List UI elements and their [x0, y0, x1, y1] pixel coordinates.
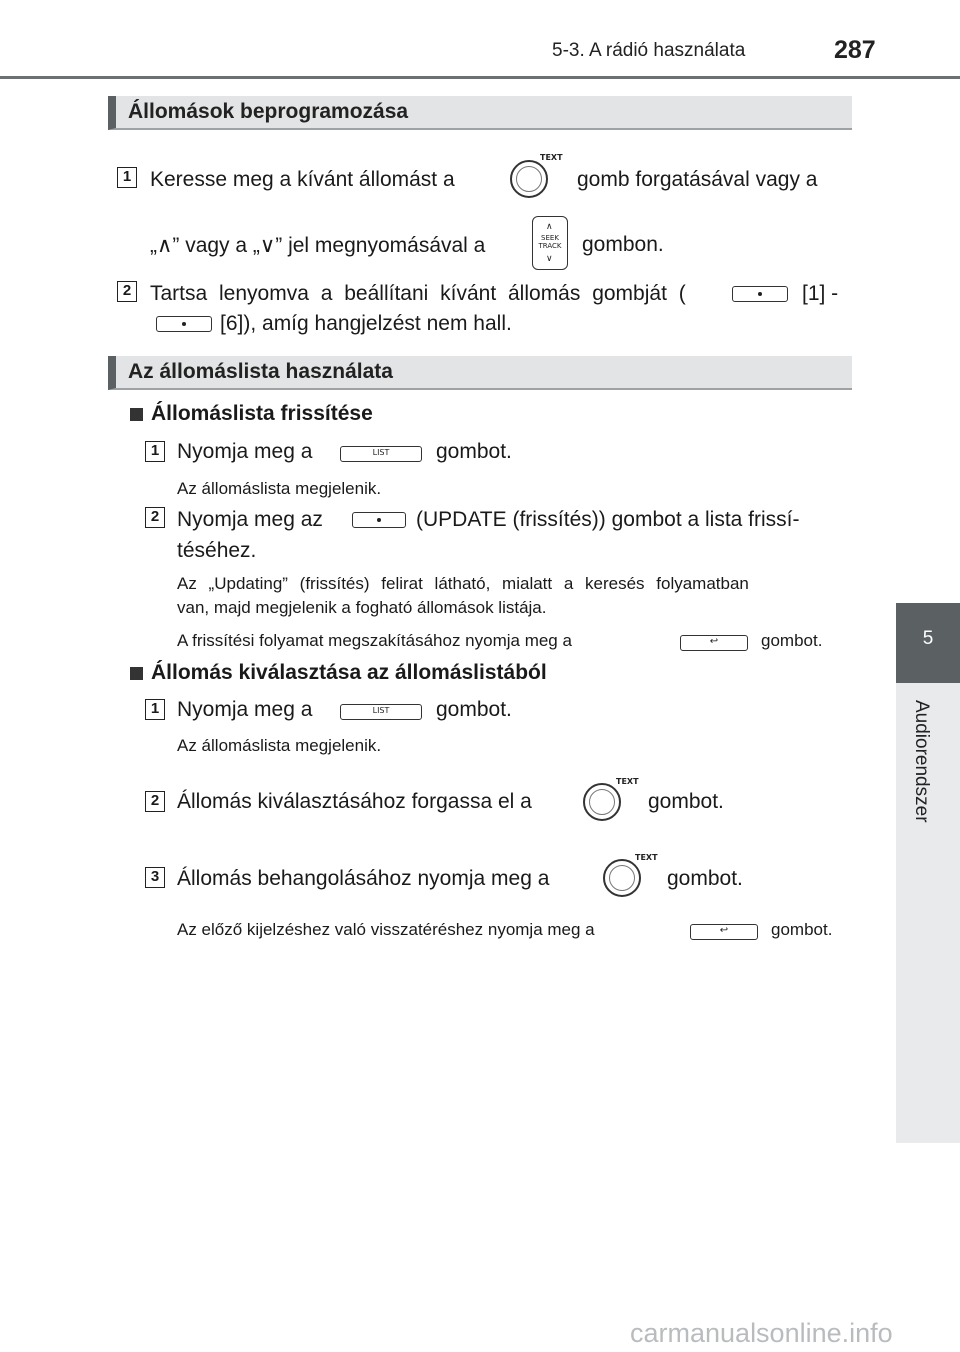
step-note: Az állomáslista megjelenik. — [177, 736, 382, 755]
step-note: Az állomáslista megjelenik. — [177, 479, 382, 498]
step-text: Állomás behangolásához nyomja meg a — [177, 867, 550, 890]
back-button-icon: ↩ — [680, 635, 748, 651]
step-text: Tartsa lenyomva a beállítani kívánt állomás gombját ( — [150, 282, 686, 305]
step-text: Nyomja meg a — [177, 698, 313, 721]
step-text: Állomás kiválasztásához forgassa el a — [177, 790, 532, 813]
step-note: gombot. — [761, 631, 823, 650]
seek-track-button-icon — [532, 216, 568, 270]
step-text: gombon. — [582, 233, 664, 256]
seek-label: SEEK — [541, 234, 559, 242]
header-rule — [0, 76, 960, 79]
step-text: gombot. — [667, 867, 743, 890]
step-text: [6]), amíg hangjelzést nem hall. — [220, 312, 512, 335]
step-badge: 2 — [145, 507, 165, 528]
step-text: gombot. — [436, 440, 512, 463]
tune-knob-icon — [603, 859, 641, 897]
step-text: Nyomja meg a — [177, 440, 313, 463]
knob-text-label: TEXT — [635, 853, 658, 862]
step-text: téséhez. — [177, 539, 257, 562]
step-text: gombot. — [436, 698, 512, 721]
bullet-square-icon — [130, 667, 143, 680]
tune-knob-icon — [583, 783, 621, 821]
step-note: gombot. — [771, 920, 833, 939]
knob-text-label: TEXT — [616, 777, 639, 786]
up-arrow-icon: ∧ — [546, 222, 553, 232]
step-note: Az előző kijelzéshez való visszatéréshez nyomja meg a — [177, 920, 595, 939]
step-badge: 2 — [117, 281, 137, 302]
track-label: TRACK — [538, 242, 562, 250]
step-badge: 1 — [117, 167, 137, 188]
chapter-number: 5 — [922, 628, 934, 649]
step-badge: 3 — [145, 867, 165, 888]
down-arrow-icon: ∨ — [546, 254, 553, 264]
step-badge: 2 — [145, 791, 165, 812]
step-note: A frissítési folyamat megszakításához nyomja meg a — [177, 631, 572, 650]
step-text: [1] - — [802, 282, 839, 305]
watermark: carmanualsonline.info — [630, 1318, 893, 1348]
step-badge: 1 — [145, 699, 165, 720]
subheading: Állomáslista frissítése — [151, 402, 373, 425]
knob-text-label: TEXT — [540, 153, 563, 162]
back-button-icon: ↩ — [690, 924, 758, 940]
bullet-square-icon — [130, 408, 143, 421]
step-text: Nyomja meg az — [177, 508, 323, 531]
step-text: gomb forgatásával vagy a — [577, 168, 818, 191]
section-heading-station-list — [108, 356, 852, 390]
section-heading-programming — [108, 96, 852, 130]
section-title: Állomások beprogramozása — [128, 100, 409, 123]
subheading: Állomás kiválasztása az állomáslistából — [151, 661, 547, 684]
step-text: gombot. — [648, 790, 724, 813]
tune-knob-icon — [510, 160, 548, 198]
section-title: Az állomáslista használata — [128, 360, 393, 383]
list-button-icon: LIST — [340, 704, 422, 720]
step-badge: 1 — [145, 441, 165, 462]
step-text: „∧” vagy a „∨” jel megnyomásával a — [150, 234, 486, 257]
header-section-title: 5-3. A rádió használata — [552, 40, 746, 61]
update-button-icon — [352, 512, 406, 528]
step-text: (UPDATE (frissítés)) gombot a lista frissí- — [416, 508, 800, 531]
preset-button-icon — [156, 316, 212, 332]
step-note: van, majd megjelenik a fogható állomások listája. — [177, 598, 547, 617]
chapter-label: Audiorendszer — [911, 700, 932, 823]
step-note: Az „Updating” (frissítés) felirat látható, mialatt a keresés folyamatban — [177, 574, 749, 593]
page-number: 287 — [834, 36, 876, 64]
step-text: Keresse meg a kívánt állomást a — [150, 168, 455, 191]
list-button-icon: LIST — [340, 446, 422, 462]
preset-button-icon — [732, 286, 788, 302]
